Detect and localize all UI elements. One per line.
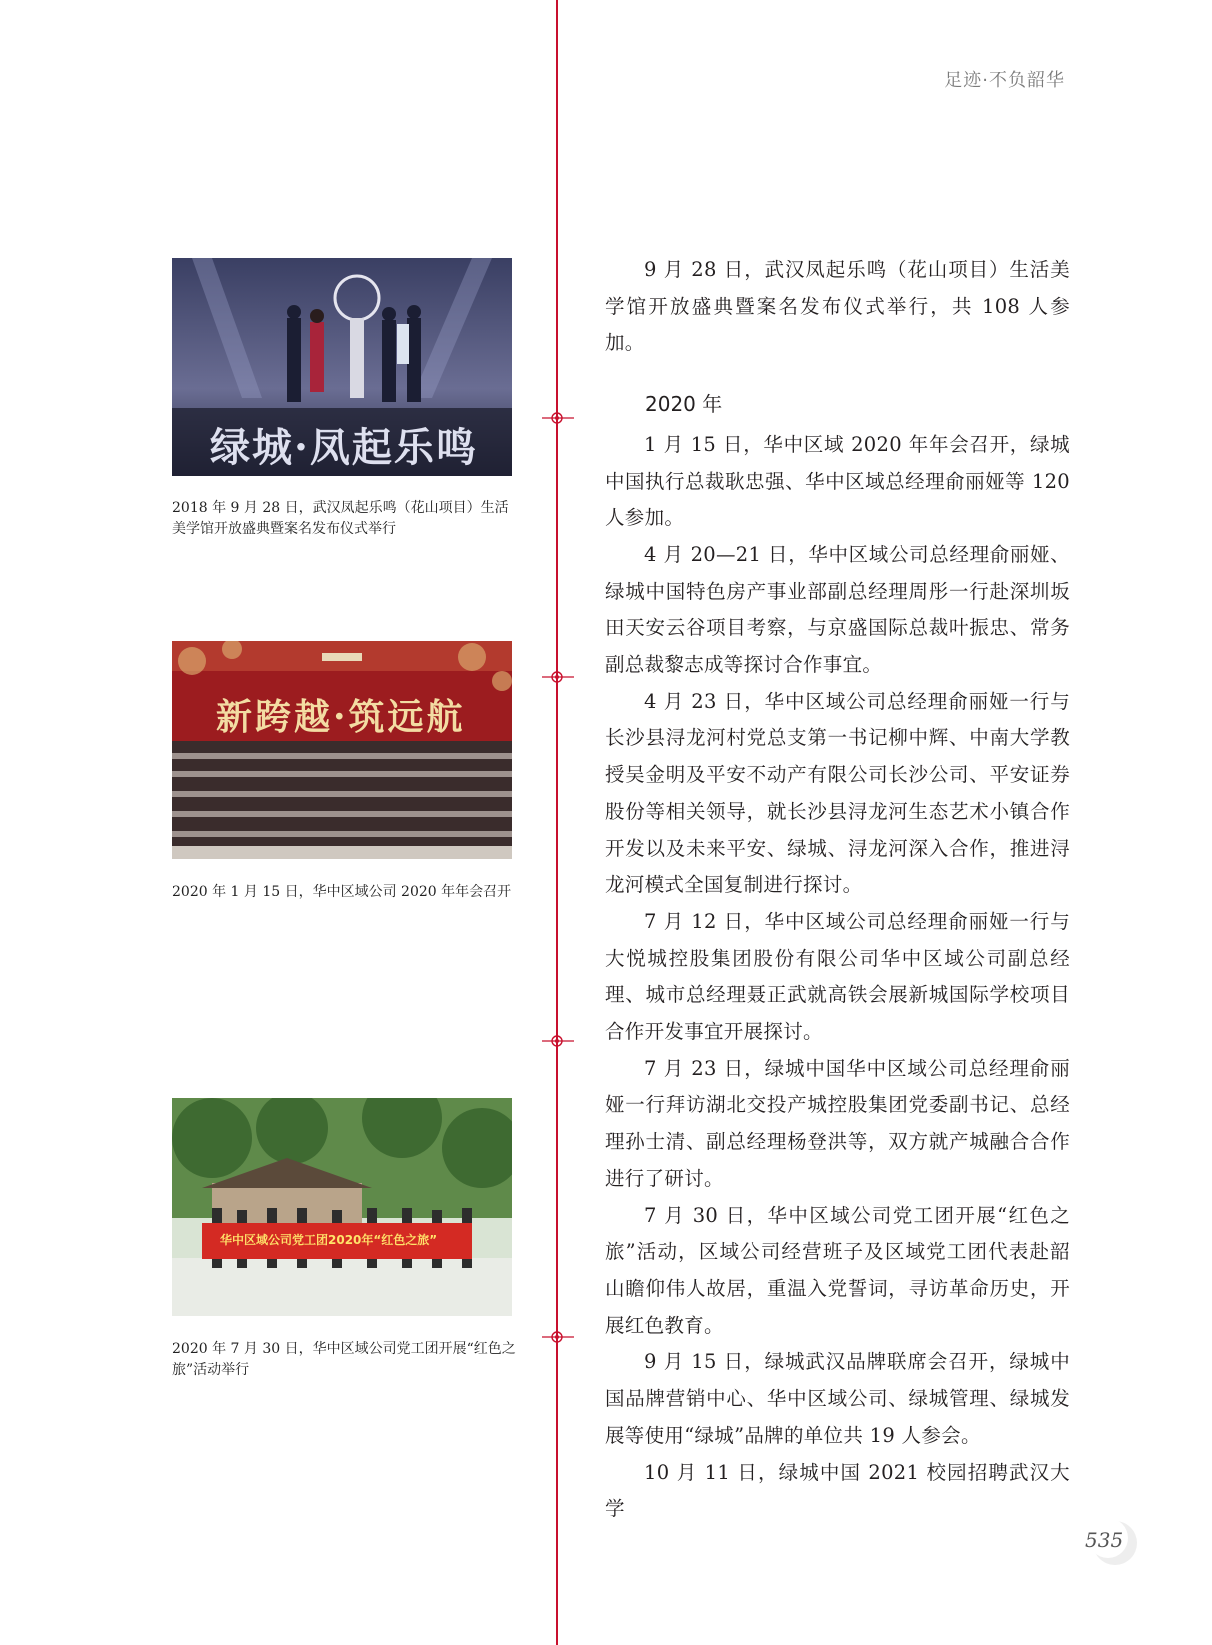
running-head: 足迹·不负韶华 <box>944 70 1065 91</box>
photo-overlay-title: 新跨越·筑远航 <box>216 696 466 738</box>
timeline-paragraph: 7 月 30 日，华中区域公司党工团开展“红色之旅”活动，区域公司经营班子及区域党工团代表赴韶山瞻仰伟人故居，重温入党誓词，寻访革命历史，开展红色教育。 <box>605 1203 1070 1337</box>
timeline-line <box>556 0 558 1645</box>
text-column <box>605 252 1070 1528</box>
photo-caption: 2020 年 7 月 30 日，华中区域公司党工团开展“红色之旅”活动举行 <box>172 1341 516 1378</box>
red-tour-group-photo <box>172 1098 512 1316</box>
photo-overlay-banner-text: 华中区域公司党工团2020年“红色之旅” <box>220 1233 438 1247</box>
photo-annual-meeting <box>172 641 512 859</box>
timeline-paragraph: 4 月 23 日，华中区域公司总经理俞丽娅一行与长沙县浔龙河村党总支第一书记柳中辉、中南大学教授吴金明及平安不动产有限公司长沙公司、平安证券股份等相关领导，就长沙县浔龙河生态艺术小镇合作开发以及未来平安、绿城、浔龙河深入合作，推进浔龙河模式全国复制进行探讨。 <box>605 689 1070 897</box>
timeline-paragraph: 7 月 23 日，绿城中国华中区域公司总经理俞丽娅一行拜访湖北交投产城控股集团党委副书记、总经理孙士清、副总经理杨登洪等，双方就产城融合合作进行了研讨。 <box>605 1056 1070 1190</box>
photo-caption: 2018 年 9 月 28 日，武汉凤起乐鸣（花山项目）生活美学馆开放盛典暨案名发布仪式举行 <box>172 500 509 537</box>
page-number: 535 <box>1085 1528 1124 1552</box>
timeline-paragraph: 7 月 12 日，华中区域公司总经理俞丽娅一行与大悦城控股集团股份有限公司华中区域公司副总经理、城市总经理聂正武就高铁会展新城国际学校项目合作开发事宜开展探讨。 <box>605 909 1070 1044</box>
timeline-marker-icon <box>542 1032 574 1050</box>
annual-meeting-group-photo <box>172 641 512 859</box>
photo-overlay-title: 绿城·凤起乐鸣 <box>210 424 478 471</box>
photo-ceremony <box>172 258 512 476</box>
timeline-paragraph: 4 月 20—21 日，华中区域公司总经理俞丽娅、绿城中国特色房产事业部副总经理周彤一行赴深圳坂田天安云谷项目考察，与京盛国际总裁叶振忠、常务副总裁黎志成等探讨合作事宜。 <box>605 542 1070 677</box>
timeline-paragraph: 9 月 15 日，绿城武汉品牌联席会召开，绿城中国品牌营销中心、华中区域公司、绿城管理、绿城发展等使用“绿城”品牌的单位共 19 人参会。 <box>605 1350 1070 1447</box>
timeline-marker-icon <box>542 409 574 427</box>
timeline-paragraph: 1 月 15 日，华中区域 2020 年年会召开，绿城中国执行总裁耿忠强、华中区域总经理俞丽娅等 120 人参加。 <box>605 432 1070 530</box>
year-heading: 2020 年 <box>645 392 723 417</box>
timeline-marker-icon <box>542 668 574 686</box>
timeline-marker-icon <box>542 1328 574 1346</box>
timeline-paragraph: 10 月 11 日，绿城中国 2021 校园招聘武汉大学 <box>605 1460 1070 1521</box>
photo-red-tour <box>172 1098 512 1316</box>
intro-paragraph: 9 月 28 日，武汉凤起乐鸣（花山项目）生活美学馆开放盛典暨案名发布仪式举行，共 108 人参加。 <box>605 258 1070 355</box>
photo-caption: 2020 年 1 月 15 日，华中区域公司 2020 年年会召开 <box>172 884 512 900</box>
